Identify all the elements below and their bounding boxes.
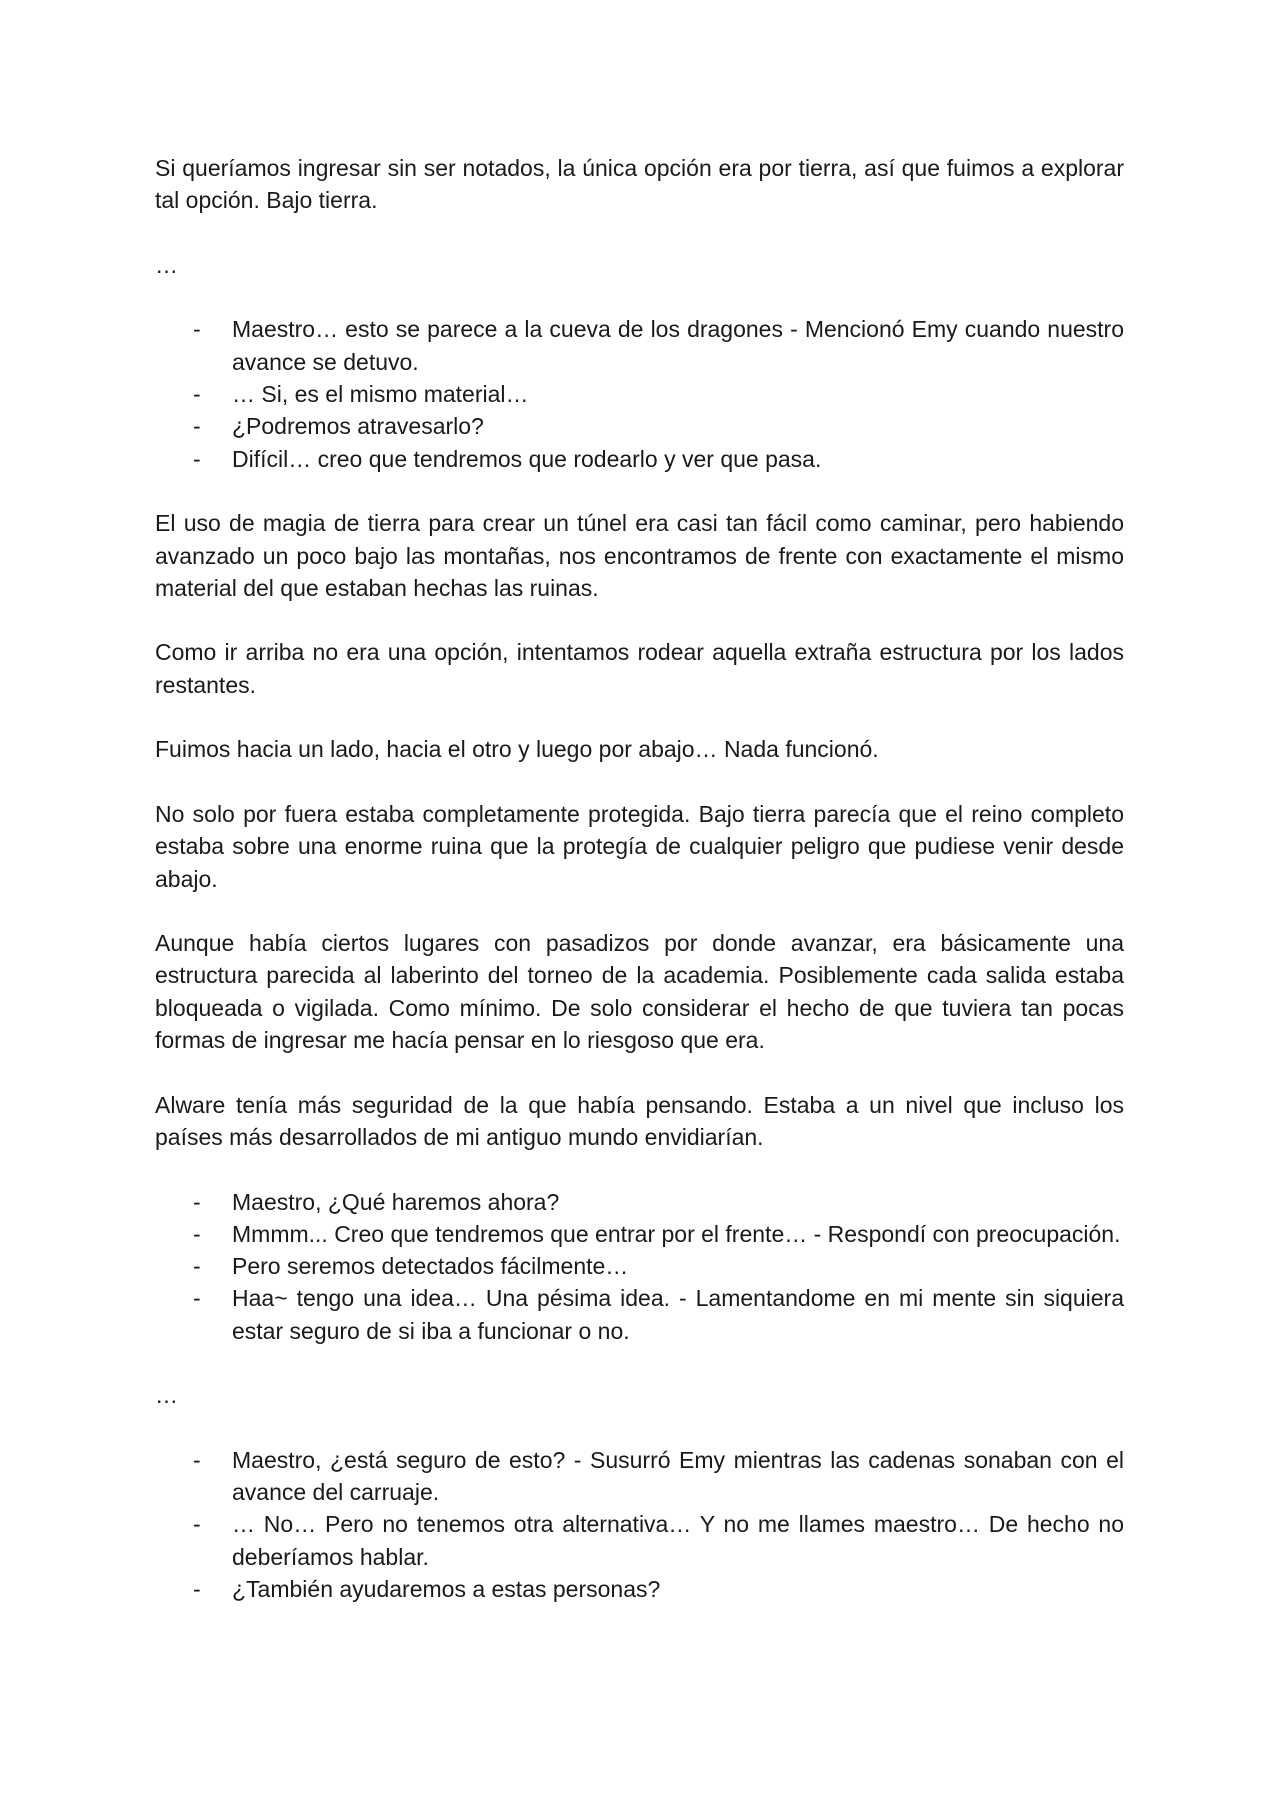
dialogue-text: Maestro, ¿Qué haremos ahora? [232, 1188, 560, 1215]
dialogue-text: Maestro, ¿está seguro de esto? - Susurró Emy mientras las cadenas sonaban con el avance del carruaje. [232, 1446, 1124, 1506]
dialogue-line [155, 1573, 1124, 1605]
dialogue-text: Pero seremos detectados fácilmente… [232, 1253, 629, 1280]
dialogue-text: ¿Podremos atravesarlo? [232, 413, 484, 440]
dialogue-dash: - [193, 1285, 201, 1312]
scene-break: … [155, 251, 178, 278]
paragraph: No solo por fuera estaba completamente protegida. Bajo tierra parecía que el reino completo estaba sobre una enorme ruina que la protegía de cualquier peligro que pudiese venir desde abajo. [155, 800, 1124, 892]
dialogue-line [155, 443, 1124, 475]
dialogue-dash: - [193, 413, 201, 440]
document-body [155, 152, 1124, 1638]
dialogue-dash: - [193, 1446, 201, 1473]
paragraph: El uso de magia de tierra para crear un túnel era casi tan fácil como caminar, pero habiendo avanzado un poco bajo las montañas, nos encontramos de frente con exactamente el mismo material del que estaban hechas las ruinas. [155, 510, 1124, 601]
dialogue-list [155, 313, 1124, 474]
dialogue-dash: - [193, 316, 201, 343]
dialogue-dash: - [193, 1576, 201, 1603]
paragraph: Fuimos hacia un lado, hacia el otro y luego por abajo… Nada funcionó. [155, 736, 879, 763]
dialogue-text: Haa~ tengo una idea… Una pésima idea. - Lamentandome en mi mente sin siquiera estar seguro de si iba a funcionar o no. [232, 1285, 1124, 1344]
dialogue-dash: - [193, 1188, 201, 1215]
dialogue-text: ¿También ayudaremos a estas personas? [232, 1576, 661, 1603]
dialogue-line [155, 378, 1124, 410]
dialogue-text: Maestro… esto se parece a la cueva de los dragones - Mencionó Emy cuando nuestro avance se detuvo. [232, 316, 1124, 375]
dialogue-line [155, 1186, 1124, 1218]
dialogue-line [155, 1508, 1124, 1573]
dialogue-dash: - [193, 1511, 201, 1538]
dialogue-text: … No… Pero no tenemos otra alternativa… Y no me llames maestro… De hecho no deberíamos hablar. [232, 1511, 1124, 1570]
paragraph: Alware tenía más seguridad de la que había pensando. Estaba a un nivel que incluso los países más desarrollados de mi antiguo mundo envidiarían. [155, 1091, 1124, 1150]
dialogue-line [155, 1250, 1124, 1282]
dialogue-line [155, 313, 1124, 378]
dialogue-list [155, 1444, 1124, 1605]
paragraph: Aunque había ciertos lugares con pasadizos por donde avanzar, era básicamente una estructura parecida al laberinto del torneo de la academia. Posiblemente cada salida estaba bloqueada o vigilada. Como mínimo. De solo considerar el hecho de que tuviera tan pocas formas de ingresar me hacía pensar en lo riesgoso que era. [155, 930, 1124, 1054]
scene-break: … [155, 1382, 178, 1409]
dialogue-line [155, 1444, 1124, 1509]
dialogue-text: … Si, es el mismo material… [232, 381, 529, 408]
dialogue-list [155, 1186, 1124, 1347]
dialogue-dash: - [193, 381, 201, 408]
dialogue-line [155, 1282, 1124, 1347]
paragraph: Si queríamos ingresar sin ser notados, la única opción era por tierra, así que fuimos a explorar tal opción. Bajo tierra. [155, 155, 1124, 214]
dialogue-line [155, 1218, 1124, 1250]
dialogue-dash: - [193, 1253, 201, 1280]
dialogue-line [155, 410, 1124, 442]
dialogue-dash: - [193, 445, 201, 472]
dialogue-dash: - [193, 1220, 201, 1247]
dialogue-text: Mmmm... Creo que tendremos que entrar por el frente… - Respondí con preocupación. [232, 1220, 1121, 1247]
paragraph: Como ir arriba no era una opción, intentamos rodear aquella extraña estructura por los lados restantes. [155, 639, 1124, 698]
dialogue-text: Difícil… creo que tendremos que rodearlo y ver que pasa. [232, 445, 822, 472]
